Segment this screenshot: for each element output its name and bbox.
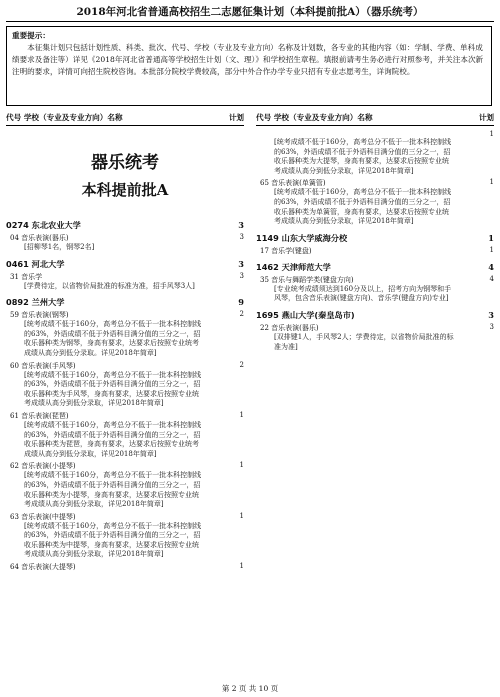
major-note: [统考成绩不低于160分，高考总分不低于一批本科控制线的63%，外语成绩不低于外语科目满分值的三分之一，招收乐器种类为琵琶，身高有要求，达要求后按照专业统考成绩从高分到低分录取，详见2018年简章] xyxy=(24,420,202,458)
batch-name: 本科提前批A xyxy=(81,181,169,199)
school-plan: 3 xyxy=(238,220,244,230)
left-school-list xyxy=(6,220,244,572)
right-school-list xyxy=(256,130,494,352)
school-plan: 9 xyxy=(238,297,244,308)
major-name: 59 音乐表演(钢琴) xyxy=(10,311,69,320)
major-row xyxy=(6,361,244,371)
major-name: 61 音乐表演(琵琶) xyxy=(10,411,69,420)
major-row xyxy=(6,272,244,282)
page-number: 第 2 页 共 10 页 xyxy=(221,684,279,693)
major-note: [学费待定，以省物价局批准的标准为准，招手风琴3人] xyxy=(24,281,195,290)
major-row xyxy=(6,411,244,421)
school-name: 1695 燕山大学(秦皇岛市) xyxy=(256,309,355,320)
left-column xyxy=(6,112,244,572)
major-row xyxy=(256,178,494,188)
major-name: 64 音乐表演(大提琴) xyxy=(10,563,76,572)
major-plan: 1 xyxy=(239,410,244,419)
school-plan: 3 xyxy=(238,258,244,269)
major-name: 65 音乐表演(单簧管) xyxy=(260,179,326,188)
major-note: [统考成绩不低于160分，高考总分不低于一批本科控制线的63%，外语成绩不低于外语科目满分值的三分之一，招收乐器种类为小提琴，身高有要求，达要求后按照专业统考成绩从高分到低分录取，详见2018年简章] xyxy=(24,471,202,509)
notice-box xyxy=(6,26,492,106)
school-name: 0892 兰州大学 xyxy=(6,297,65,308)
major-row xyxy=(6,310,244,320)
major-row xyxy=(256,323,494,333)
major-plan: 1 xyxy=(239,461,244,470)
major-plan: 3 xyxy=(239,233,244,241)
right-column-header xyxy=(256,112,494,126)
major-row xyxy=(6,461,244,471)
major-plan: 3 xyxy=(239,271,244,280)
major-plan: 1 xyxy=(239,562,244,571)
major-plan: 1 xyxy=(489,178,494,187)
major-note: [双排键1人，手风琴2人；学费待定，以省物价局批准的标准为准] xyxy=(274,332,454,351)
major-name: 62 音乐表演(小提琴) xyxy=(10,462,76,471)
major-row xyxy=(256,246,494,256)
school-plan: 1 xyxy=(488,232,494,243)
major-name: 31 音乐学 xyxy=(10,272,43,281)
page-title: 2018年河北省普通高校招生二志愿征集计划（本科提前批A）（器乐统考） xyxy=(76,6,424,18)
major-name: 04 音乐表演(器乐) xyxy=(10,234,69,242)
left-column-header xyxy=(6,112,244,126)
column-label: 代号 学校（专业及专业方向）名称 xyxy=(256,113,373,122)
school-name: 1149 山东大学威海分校 xyxy=(256,232,348,243)
major-row xyxy=(6,233,244,243)
major-note: [专业统考成绩须达到160分及以上，招考方向为钢琴和手风琴，包含音乐表演(键盘方向)、音乐学(键盘方向)专业] xyxy=(274,284,452,303)
school-row xyxy=(6,297,244,308)
school-row xyxy=(256,310,494,321)
notice-body: 本征集计划只包括计划性质、科类、批次、代号、学校（专业及专业方向）名称及计划数，各专业的其他内容（如：学制、学费、单科成绩要求及备注等）详见《2018年河北省普通高等学校招生计划（文、理）》和学校招生章程。填报前请考生务必进行对照参考，并关注本次新注明的要求，详情可向招生院校咨询。本批部分院校学费较高，部分中外合作办学专业只招有专业志愿考生，详询院校。 xyxy=(12,43,484,76)
major-plan: 1 xyxy=(239,511,244,520)
major-plan: 2 xyxy=(239,360,244,369)
major-plan: 1 xyxy=(489,130,494,138)
major-row xyxy=(256,275,494,285)
column-plan-label: 计划 xyxy=(228,113,244,122)
major-row xyxy=(6,512,244,522)
major-note: [统考成绩不低于160分，高考总分不低于一批本科控制线的63%，外语成绩不低于外语科目满分值的三分之一，招收乐器种类为单簧管，身高有要求，达要求后按照专业统考成绩从高分到低分录取，详见2018年简章] xyxy=(274,188,452,226)
major-name: 17 音乐学(键盘) xyxy=(260,246,312,255)
major-name: 60 音乐表演(手风琴) xyxy=(10,361,76,370)
batch-category: 器乐统考 xyxy=(91,153,159,173)
major-name: 63 音乐表演(中提琴) xyxy=(10,512,76,521)
major-row xyxy=(256,130,494,138)
school-name: 1462 天津师范大学 xyxy=(256,261,331,272)
major-note: [统考成绩不低于160分，高考总分不低于一批本科控制线的63%，外语成绩不低于外语科目满分值的三分之一，招收乐器种类为手风琴，身高有要求，达要求后按照专业统考成绩从高分到低分录取，详见2018年简章] xyxy=(24,370,202,408)
school-row xyxy=(256,262,494,273)
major-plan: 2 xyxy=(239,310,244,319)
major-note: [统考成绩不低于160分，高考总分不低于一批本科控制线的63%，外语成绩不低于外语科目满分值的三分之一，招收乐器种类为大提琴，身高有要求，达要求后按照专业统考成绩从高分到低分录取，详见2018年简章] xyxy=(274,138,452,175)
school-row xyxy=(6,259,244,270)
header-rule xyxy=(6,21,494,22)
notice-title: 重要提示： xyxy=(12,31,50,40)
school-plan: 3 xyxy=(488,309,494,320)
major-note: [统考成绩不低于160分，高考总分不低于一批本科控制线的63%，外语成绩不低于外语科目满分值的三分之一，招收乐器种类为中提琴，身高有要求，达要求后按照专业统考成绩从高分到低分录取，详见2018年简章] xyxy=(24,521,202,559)
major-note: [统考成绩不低于160分，高考总分不低于一批本科控制线的63%，外语成绩不低于外语科目满分值的三分之一，招收乐器种类为钢琴，身高有要求，达要求后按照专业统考成绩从高分到低分录取。详见2018年简章] xyxy=(24,320,202,357)
major-plan: 1 xyxy=(489,245,494,254)
right-column xyxy=(256,112,494,352)
major-plan: 3 xyxy=(489,322,494,331)
major-note: [招柳琴1名，钢琴2名] xyxy=(24,243,95,251)
major-plan: 4 xyxy=(489,274,494,283)
school-row xyxy=(6,220,244,231)
major-row xyxy=(6,562,244,572)
column-label: 代号 学校（专业及专业方向）名称 xyxy=(6,113,123,122)
school-name: 0461 河北大学 xyxy=(6,258,65,269)
school-plan: 4 xyxy=(488,261,494,272)
major-name: 35 音乐与舞蹈学类(键盘方向) xyxy=(260,275,354,284)
school-name: 0274 东北农业大学 xyxy=(6,220,81,230)
column-plan-label: 计划 xyxy=(478,113,494,122)
major-name: 22 音乐表演(器乐) xyxy=(260,323,319,332)
school-row xyxy=(256,233,494,244)
